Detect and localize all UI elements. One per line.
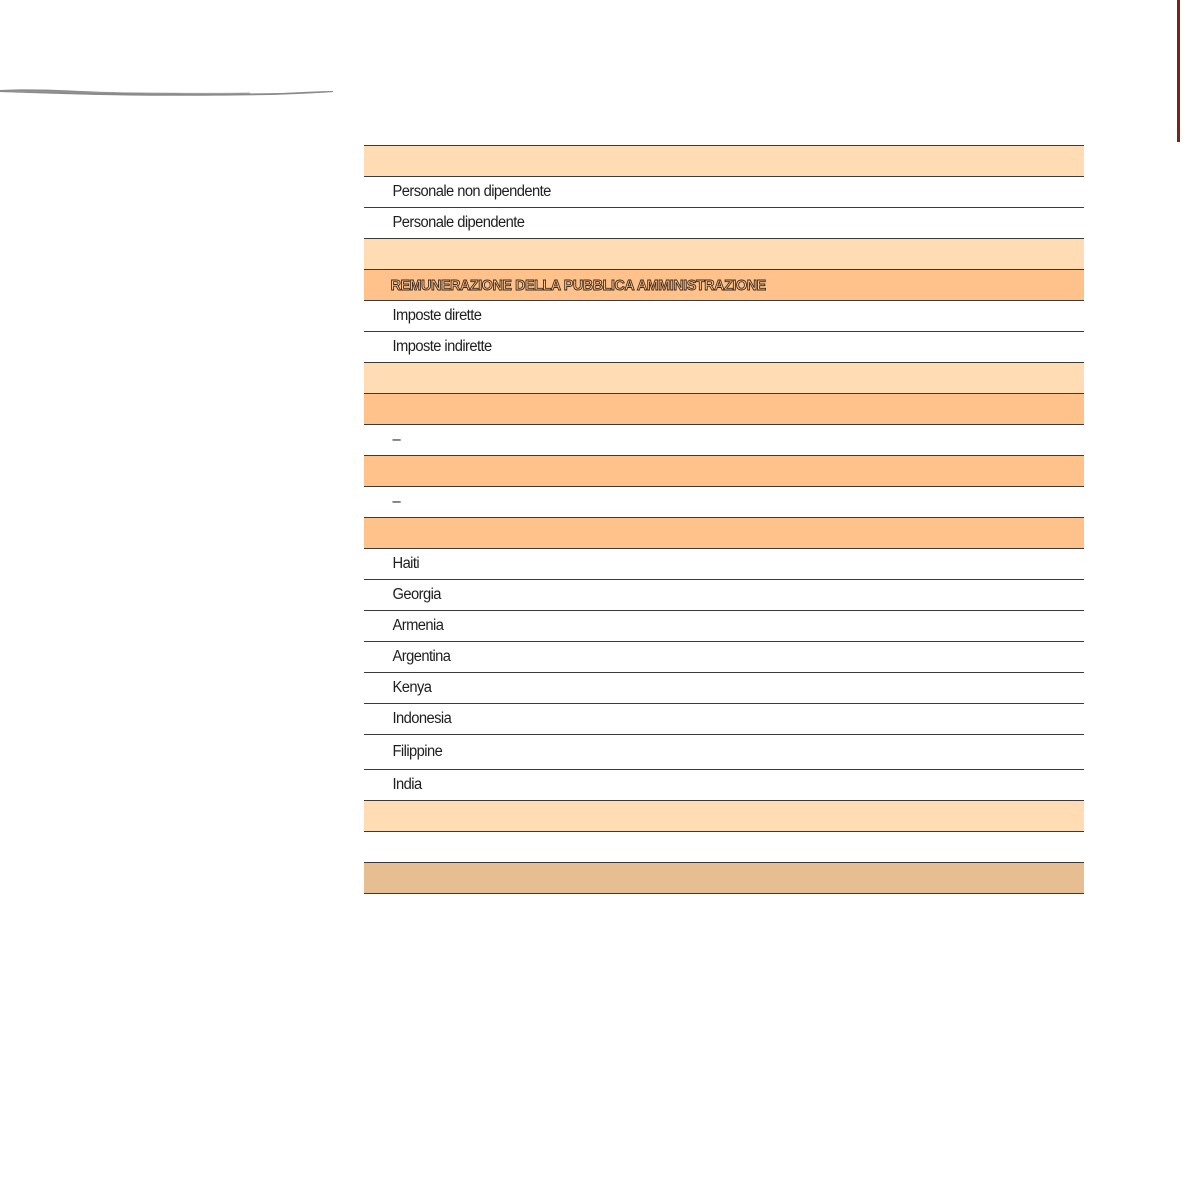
table-band-row <box>364 832 1084 863</box>
table-row <box>364 580 1084 611</box>
table-band-row <box>364 239 1084 270</box>
row-label: Imposte dirette <box>392 307 482 324</box>
row-label: Indonesia <box>392 710 452 727</box>
page-edge-rule <box>1177 0 1180 142</box>
brush-stroke-decoration <box>0 82 340 102</box>
table-row <box>364 270 1084 301</box>
table-row <box>364 549 1084 580</box>
row-label: Personale non dipendente <box>392 183 551 200</box>
table-row <box>364 735 1084 770</box>
table-band-row <box>364 863 1084 894</box>
row-label: Imposte indirette <box>392 338 492 355</box>
row-label: – <box>392 431 401 448</box>
table-row <box>364 770 1084 801</box>
row-label: Filippine <box>392 743 443 760</box>
row-label: Georgia <box>392 586 441 603</box>
table-row <box>364 704 1084 735</box>
table-row <box>364 208 1084 239</box>
row-label: Personale dipendente <box>392 214 525 231</box>
table-band-row <box>364 146 1084 177</box>
row-label: Haiti <box>392 555 420 572</box>
table-band-row <box>364 801 1084 832</box>
table-row <box>364 425 1084 456</box>
section-heading: REMUNERAZIONE DELLA PUBBLICA AMMINISTRAZIONE <box>390 276 766 294</box>
row-label: Kenya <box>392 679 432 696</box>
table-band-row <box>364 363 1084 394</box>
table-row <box>364 642 1084 673</box>
table-row <box>364 177 1084 208</box>
table-row <box>364 673 1084 704</box>
table-row <box>364 487 1084 518</box>
table-band-row <box>364 394 1084 425</box>
table-band-row <box>364 456 1084 487</box>
row-label: India <box>392 776 422 793</box>
table-band-row <box>364 518 1084 549</box>
row-label: – <box>392 493 401 510</box>
row-label: Argentina <box>392 648 451 665</box>
value-distribution-table <box>364 145 1084 894</box>
table-row <box>364 332 1084 363</box>
row-label: Armenia <box>392 617 444 634</box>
table-row <box>364 611 1084 642</box>
table-row <box>364 301 1084 332</box>
